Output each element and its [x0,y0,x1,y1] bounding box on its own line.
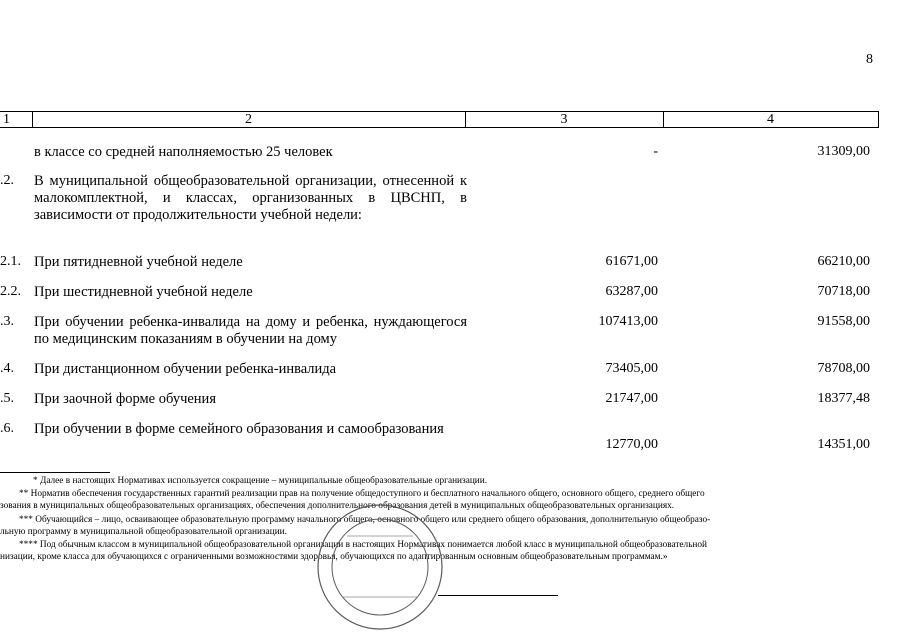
row-number: .5. [0,391,14,406]
row-value-col3: 61671,00 [605,254,658,269]
footnote: ** Норматив обеспечения государственных гарантий реализации прав на получение общедоступного и бесплатного начального общего, основного общего, среднего общего [19,489,705,499]
row-value-col3: - [653,144,658,159]
row-value-col4: 14351,00 [817,437,870,452]
row-description: При шестидневной учебной неделе [34,284,253,300]
row-value-col3: 12770,00 [605,437,658,452]
row-number: 2.2. [0,284,21,299]
footnote-separator [0,472,110,473]
footnote: льную программу в муниципальной общеобразовательной организации. [0,527,287,537]
footnote: низации, кроме класса для обучающихся с ограниченными возможностями здоровья, обучающихся по адаптированным основным общеобразовательным программам.» [0,552,668,562]
footnote: зования в муниципальных общеобразовательных организациях, обеспечения дополнительного образования детей в муниципальных общеобразовательных организациях. [0,501,675,511]
stamp-lines [343,536,417,597]
row-value-col4: 78708,00 [817,361,870,376]
row-value-col3: 107413,00 [598,314,658,329]
row-number: .4. [0,361,14,376]
footnote: **** Под обычным классом в муниципальной общеобразовательной организации в настоящих Нормативах понимается любой класс в муниципальной общеобразовательной [19,540,708,550]
row-description: При обучении в форме семейного образования и самообразования [34,421,444,437]
signature-line [438,595,558,596]
column-header-4: 4 [767,112,774,127]
row-value-col3: 63287,00 [605,284,658,299]
row-number: 2.1. [0,254,21,269]
row-number: .2. [0,173,14,188]
row-number: .3. [0,314,14,329]
row-description: При дистанционном обучении ребенка-инвалида [34,361,337,377]
table-header-row [0,111,879,128]
row-value-col4: 70718,00 [817,284,870,299]
footnote: *** Обучающийся – лицо, осваивающее образовательную программу начального общего, основного общего или среднего общего образования, дополнительную общеобразо- [19,515,711,525]
page-number: 8 [866,52,873,67]
row-value-col4: 18377,48 [817,391,870,406]
row-value-col3: 73405,00 [605,361,658,376]
stamp-inner-ring [332,519,428,615]
column-header-3: 3 [560,112,568,127]
row-value-col4: 91558,00 [817,314,870,329]
row-description: При обучении ребенка-инвалида на дому и ребенка, нуждающегося по медицинским показаниям в обучении на дому [34,314,467,347]
row-description: в классе со средней наполняемостью 25 человек [34,144,333,160]
footnote: * Далее в настоящих Нормативах используется сокращение – муниципальные общеобразовательные организации. [33,476,488,486]
row-number: .6. [0,421,14,436]
row-value-col3: 21747,00 [605,391,658,406]
row-description: При пятидневной учебной неделе [34,254,243,270]
column-header-1: 1 [3,112,10,127]
document-stamp [315,502,445,632]
row-value-col4: 31309,00 [817,144,870,159]
row-description: В муниципальной общеобразовательной организации, отнесенной к малокомплектной, и классах, организованных в ЦВСНП, в зависимости от продолжительности учебной недели: [34,173,467,223]
stamp-outer-ring [318,505,442,629]
column-header-2: 2 [245,112,252,127]
row-description: При заочной форме обучения [34,391,216,407]
row-value-col4: 66210,00 [817,254,870,269]
